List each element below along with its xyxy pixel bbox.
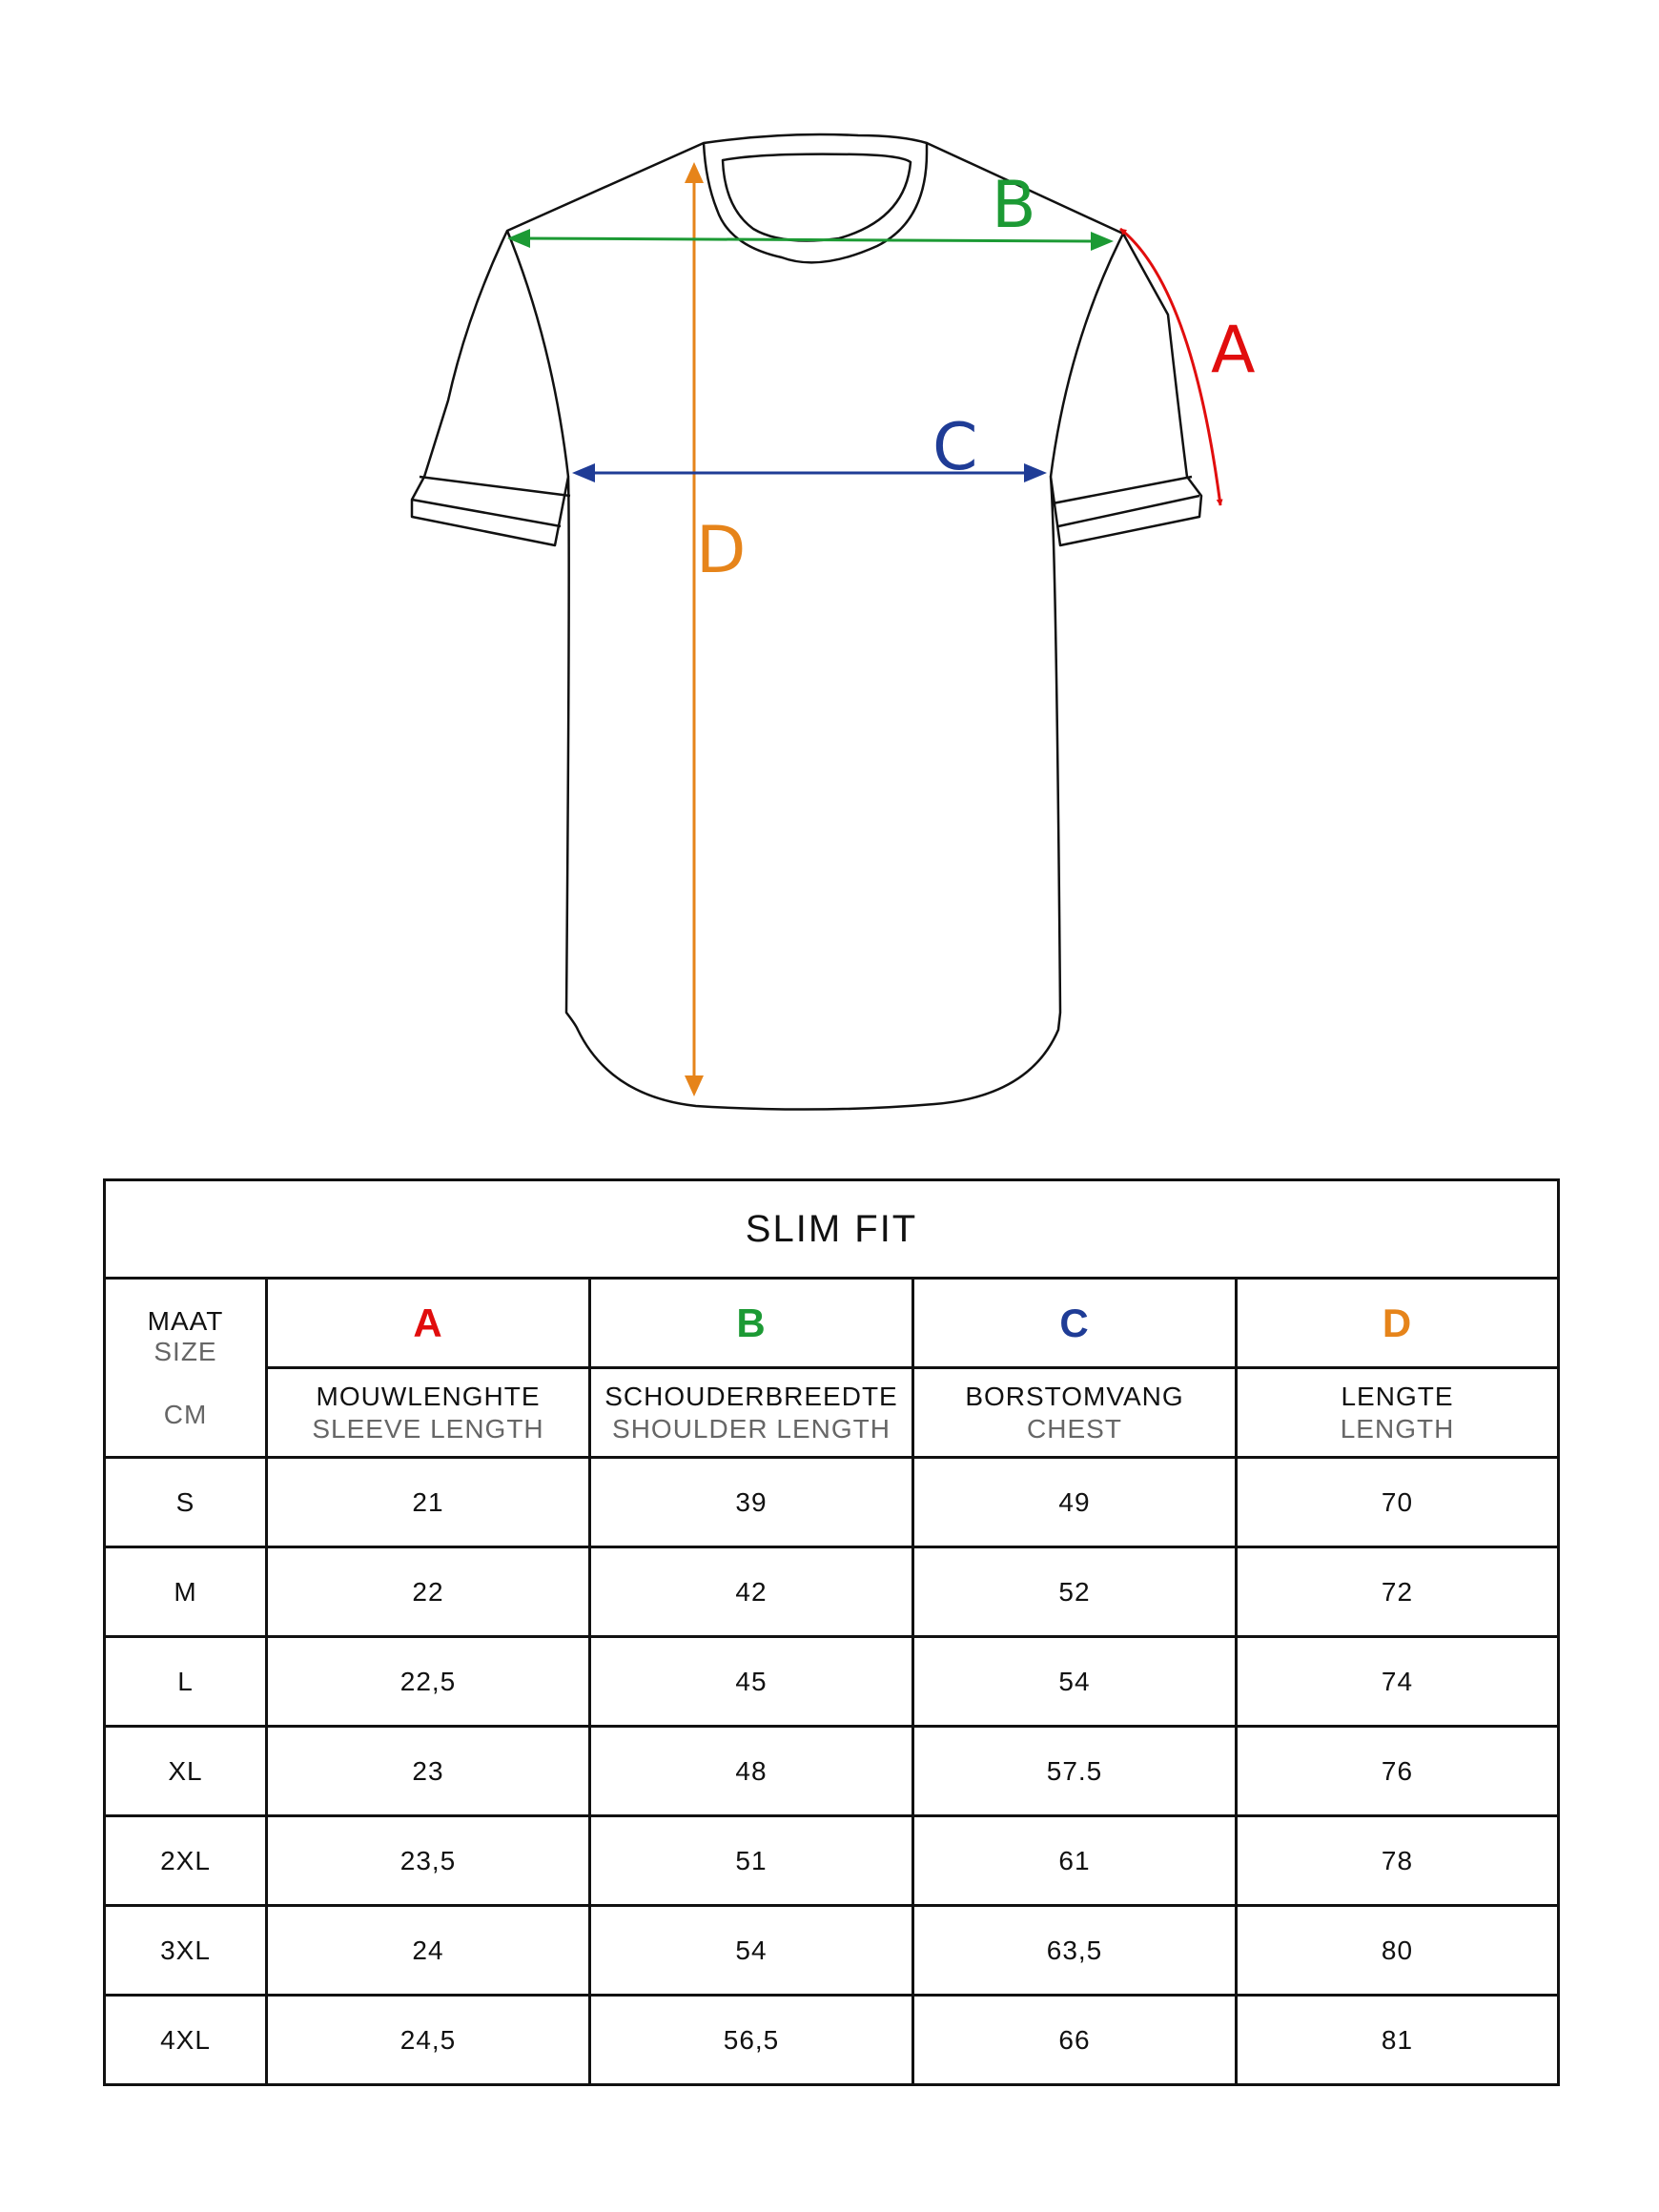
value-cell: 24 bbox=[267, 1906, 590, 1996]
value-cell: 52 bbox=[913, 1547, 1237, 1637]
value-cell: 23,5 bbox=[267, 1816, 590, 1906]
value-cell: 70 bbox=[1237, 1458, 1559, 1547]
value-cell: 57.5 bbox=[913, 1727, 1237, 1816]
value-cell: 72 bbox=[1237, 1547, 1559, 1637]
value-cell: 81 bbox=[1237, 1996, 1559, 2085]
dimension-d-label: D bbox=[696, 513, 747, 588]
value-cell: 45 bbox=[590, 1637, 913, 1727]
column-header-b: SCHOUDERBREEDTE SHOULDER LENGTH bbox=[590, 1368, 913, 1458]
table-title: SLIM FIT bbox=[105, 1180, 1559, 1279]
value-cell: 42 bbox=[590, 1547, 913, 1637]
table-row bbox=[105, 1727, 1559, 1816]
value-cell: 56,5 bbox=[590, 1996, 913, 2085]
value-cell: 39 bbox=[590, 1458, 913, 1547]
column-header-c: BORSTOMVANG CHEST bbox=[913, 1368, 1237, 1458]
value-cell: 66 bbox=[913, 1996, 1237, 2085]
tshirt-body bbox=[412, 143, 1201, 1110]
value-cell: 54 bbox=[913, 1637, 1237, 1727]
tshirt-collar-inner bbox=[723, 154, 911, 241]
value-cell: 51 bbox=[590, 1816, 913, 1906]
value-cell: 22,5 bbox=[267, 1637, 590, 1727]
column-letter-d: D bbox=[1237, 1279, 1559, 1368]
value-cell: 54 bbox=[590, 1906, 913, 1996]
size-cell: M bbox=[105, 1547, 267, 1637]
value-cell: 21 bbox=[267, 1458, 590, 1547]
value-cell: 49 bbox=[913, 1458, 1237, 1547]
dimension-a-arrow bbox=[1120, 229, 1220, 505]
dimension-a-label: A bbox=[1211, 313, 1256, 388]
value-cell: 24,5 bbox=[267, 1996, 590, 2085]
size-cell: 4XL bbox=[105, 1996, 267, 2085]
size-cell: 3XL bbox=[105, 1906, 267, 1996]
table-row bbox=[105, 1906, 1559, 1996]
tshirt-outline bbox=[412, 134, 1201, 1110]
tshirt-right-sleeve-seam bbox=[1051, 234, 1123, 477]
column-header-d: LENGTE LENGTH bbox=[1237, 1368, 1559, 1458]
column-header-a: MOUWLENGHTE SLEEVE LENGTH bbox=[267, 1368, 590, 1458]
size-cell: S bbox=[105, 1458, 267, 1547]
unit-label: CM bbox=[163, 1399, 208, 1429]
dimension-b-label: B bbox=[992, 168, 1036, 243]
value-cell: 23 bbox=[267, 1727, 590, 1816]
size-cell: XL bbox=[105, 1727, 267, 1816]
column-letter-a: A bbox=[267, 1279, 590, 1368]
dimension-d-arrow bbox=[685, 162, 704, 1096]
column-letter-c: C bbox=[913, 1279, 1237, 1368]
value-cell: 61 bbox=[913, 1816, 1237, 1906]
dimension-c-label: C bbox=[932, 410, 978, 485]
size-header-cell bbox=[105, 1279, 267, 1458]
value-cell: 22 bbox=[267, 1547, 590, 1637]
tshirt-left-cuff bbox=[412, 477, 570, 526]
value-cell: 80 bbox=[1237, 1906, 1559, 1996]
table-row bbox=[105, 1637, 1559, 1727]
value-cell: 63,5 bbox=[913, 1906, 1237, 1996]
size-header-nl: MAAT bbox=[147, 1305, 224, 1336]
value-cell: 78 bbox=[1237, 1816, 1559, 1906]
value-cell: 48 bbox=[590, 1727, 913, 1816]
size-cell: L bbox=[105, 1637, 267, 1727]
size-chart-table bbox=[103, 1178, 1560, 2086]
value-cell: 76 bbox=[1237, 1727, 1559, 1816]
table-row bbox=[105, 1816, 1559, 1906]
value-cell: 74 bbox=[1237, 1637, 1559, 1727]
size-cell: 2XL bbox=[105, 1816, 267, 1906]
table-row bbox=[105, 1996, 1559, 2085]
table-row bbox=[105, 1458, 1559, 1547]
column-letter-b: B bbox=[590, 1279, 913, 1368]
size-header-en: SIZE bbox=[154, 1336, 217, 1366]
table-row bbox=[105, 1547, 1559, 1637]
tshirt-left-sleeve-seam bbox=[507, 231, 568, 477]
tshirt-right-cuff bbox=[1053, 477, 1199, 526]
